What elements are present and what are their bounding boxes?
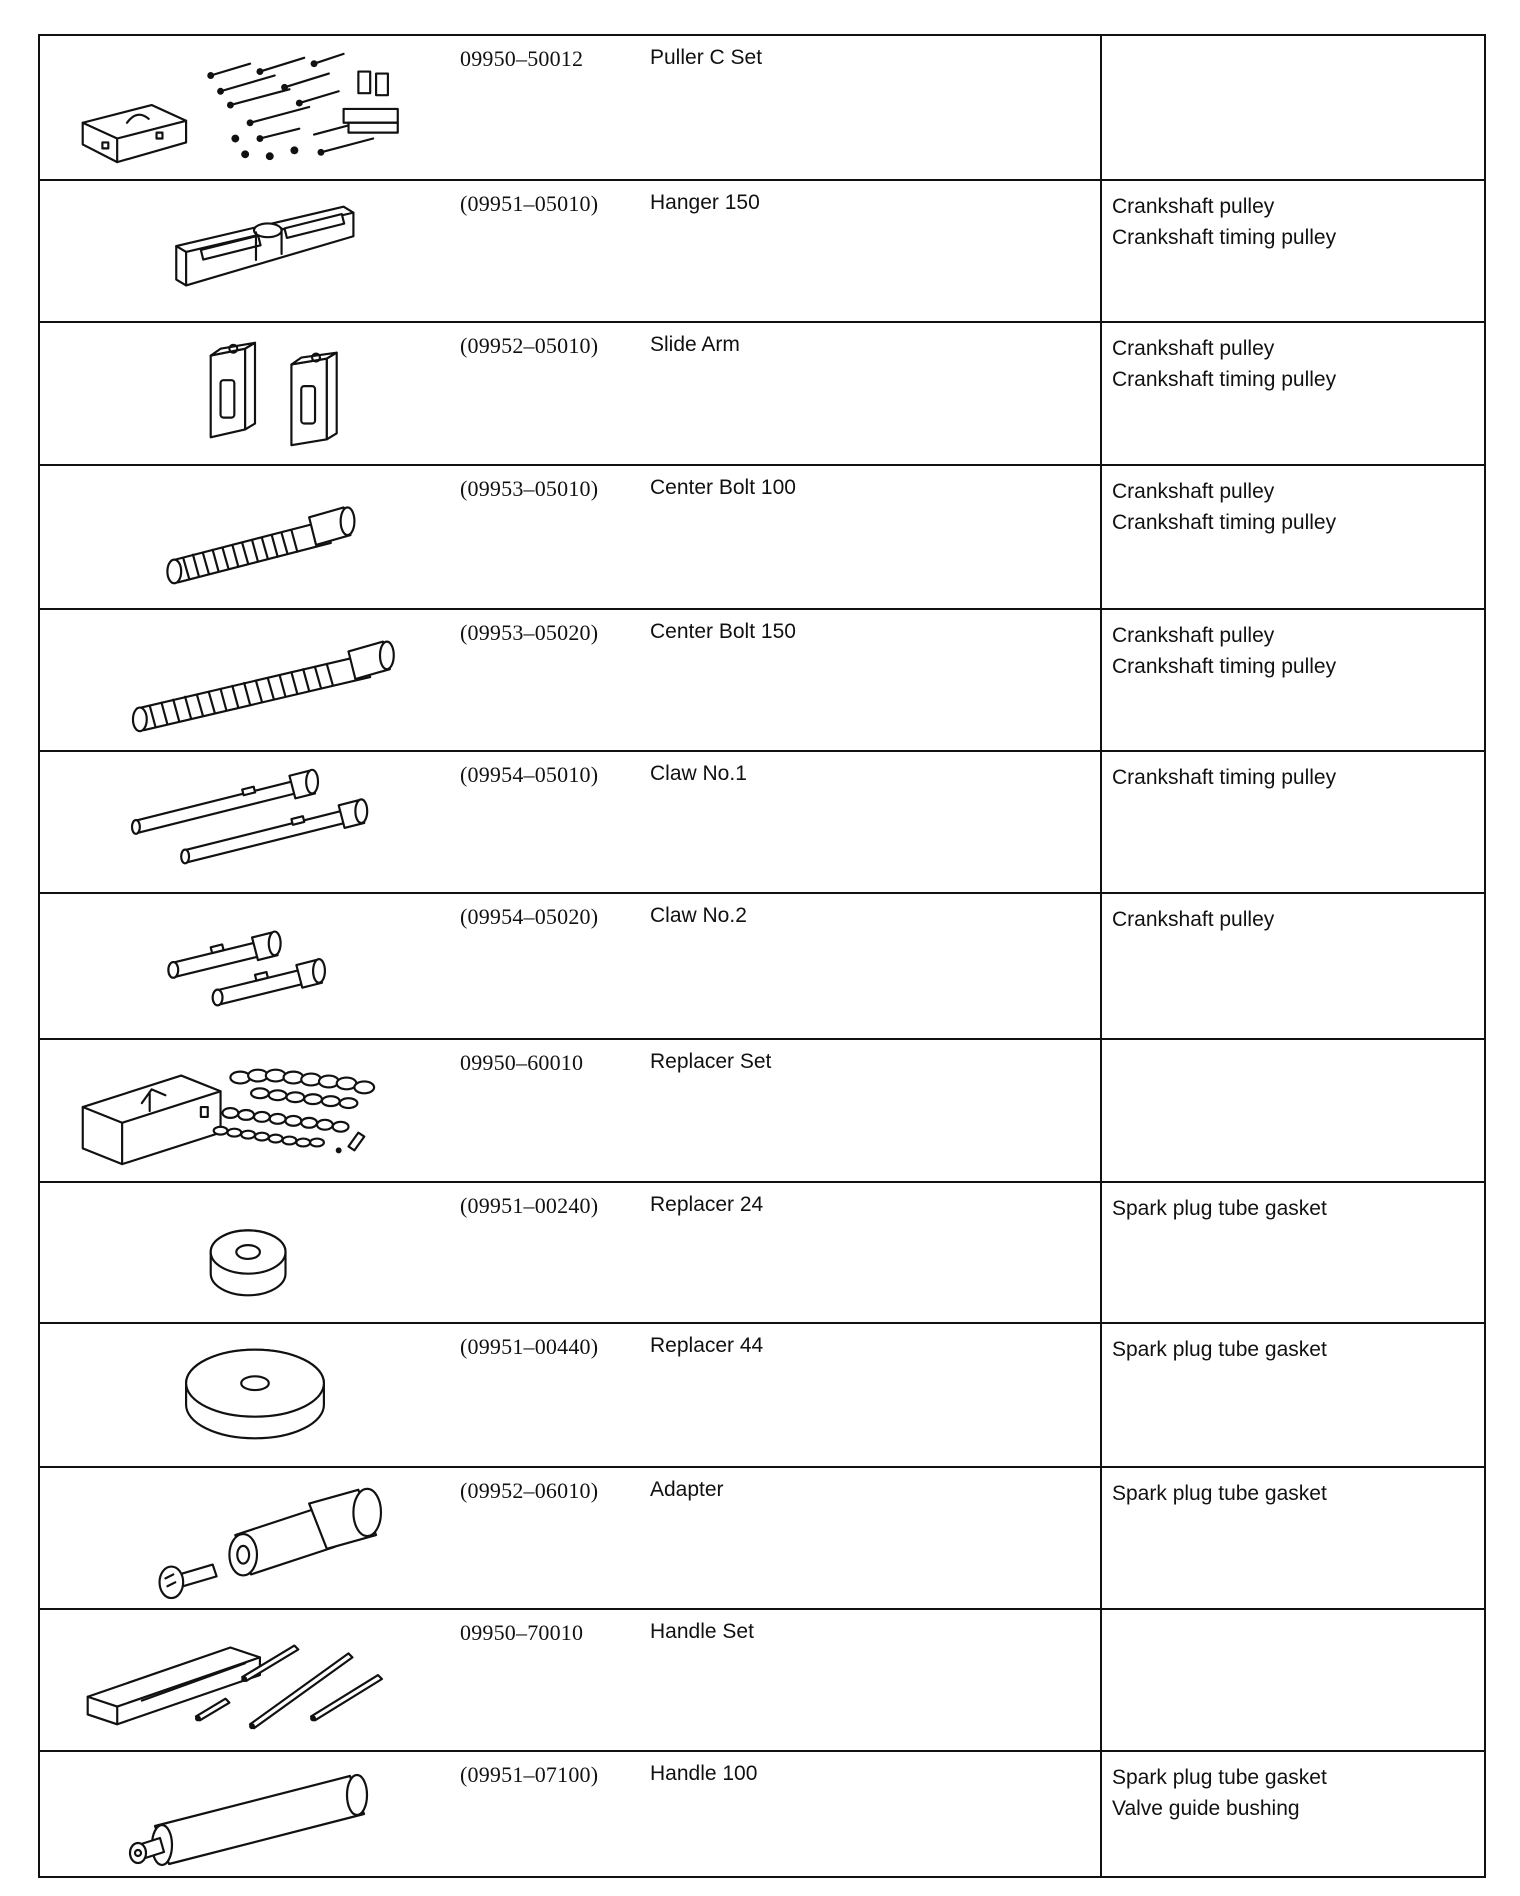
usage-list: [1112, 476, 1336, 538]
table-row: [40, 323, 1484, 466]
usage-item: Crankshaft timing pulley: [1112, 655, 1337, 678]
puller-c-set-illustration: [60, 44, 450, 171]
usage-list: [1112, 762, 1336, 793]
usage-list: [1112, 1193, 1327, 1224]
claw-no2-illustration: [60, 902, 450, 1030]
part-number: (09954–05020): [460, 904, 599, 929]
part-number: (09953–05010): [460, 476, 599, 501]
part-number: (09951–00440): [460, 1334, 599, 1359]
part-number: 09950–60010: [460, 1050, 584, 1075]
handle-100-illustration: [60, 1760, 450, 1872]
table-row: [40, 1468, 1484, 1610]
special-service-tools-table: [38, 34, 1486, 1878]
usage-list: [1112, 904, 1274, 935]
table-row: [40, 1040, 1484, 1183]
table-row: [40, 1610, 1484, 1752]
claw-no1-illustration: [60, 760, 450, 884]
part-number: 09950–50012: [460, 46, 584, 71]
part-number: (09951–07100): [460, 1762, 599, 1787]
tool-name: Puller C Set: [650, 46, 763, 69]
usage-item: Crankshaft timing pulley: [1112, 766, 1337, 789]
usage-list: [1112, 1762, 1327, 1824]
part-number: (09952–05010): [460, 333, 599, 358]
table-row: [40, 1752, 1484, 1880]
tool-name: Claw No.2: [650, 904, 747, 927]
usage-list: [1112, 191, 1336, 253]
tool-name: Replacer 24: [650, 1193, 764, 1216]
usage-item: Valve guide bushing: [1112, 1797, 1300, 1820]
usage-item: Crankshaft pulley: [1112, 195, 1275, 218]
usage-list: [1112, 620, 1336, 682]
tool-name: Slide Arm: [650, 333, 740, 356]
usage-list: [1112, 1478, 1327, 1509]
usage-item: Spark plug tube gasket: [1112, 1197, 1327, 1220]
replacer-24-illustration: [60, 1191, 450, 1314]
tool-name: Handle 100: [650, 1762, 758, 1785]
center-bolt-150-illustration: [60, 618, 450, 742]
replacer-set-illustration: [60, 1048, 450, 1173]
tool-name: Center Bolt 150: [650, 620, 796, 643]
table-row: [40, 1324, 1484, 1468]
usage-item: Spark plug tube gasket: [1112, 1482, 1327, 1505]
table-row: [40, 181, 1484, 323]
usage-list: [1112, 1334, 1327, 1365]
tool-name: Adapter: [650, 1478, 724, 1501]
part-number: (09954–05010): [460, 762, 599, 787]
tool-name: Replacer 44: [650, 1334, 764, 1357]
table-row: [40, 894, 1484, 1040]
part-number: (09952–06010): [460, 1478, 599, 1503]
table-row: [40, 36, 1484, 181]
usage-item: Crankshaft pulley: [1112, 480, 1275, 503]
replacer-44-illustration: [60, 1332, 450, 1458]
usage-item: Crankshaft pulley: [1112, 624, 1275, 647]
part-number: (09953–05020): [460, 620, 599, 645]
usage-item: Crankshaft pulley: [1112, 908, 1275, 931]
table-row: [40, 752, 1484, 894]
table-row: [40, 466, 1484, 610]
usage-item: Crankshaft timing pulley: [1112, 511, 1337, 534]
table-row: [40, 610, 1484, 752]
usage-item: Spark plug tube gasket: [1112, 1338, 1327, 1361]
part-number: (09951–00240): [460, 1193, 599, 1218]
table-row: [40, 1183, 1484, 1324]
usage-list: [1112, 333, 1336, 395]
usage-item: Crankshaft timing pulley: [1112, 368, 1337, 391]
hanger-illustration: [60, 189, 450, 313]
part-number: 09950–70010: [460, 1620, 584, 1645]
tool-name: Center Bolt 100: [650, 476, 796, 499]
handle-set-illustration: [60, 1618, 450, 1742]
usage-item: Spark plug tube gasket: [1112, 1766, 1327, 1789]
usage-item: Crankshaft pulley: [1112, 337, 1275, 360]
tool-name: Replacer Set: [650, 1050, 772, 1073]
center-bolt-100-illustration: [60, 474, 450, 600]
tool-name: Hanger 150: [650, 191, 760, 214]
tool-name: Handle Set: [650, 1620, 754, 1643]
usage-item: Crankshaft timing pulley: [1112, 226, 1337, 249]
adapter-illustration: [60, 1476, 450, 1600]
slide-arm-illustration: [60, 331, 450, 456]
tool-name: Claw No.1: [650, 762, 747, 785]
part-number: (09951–05010): [460, 191, 599, 216]
